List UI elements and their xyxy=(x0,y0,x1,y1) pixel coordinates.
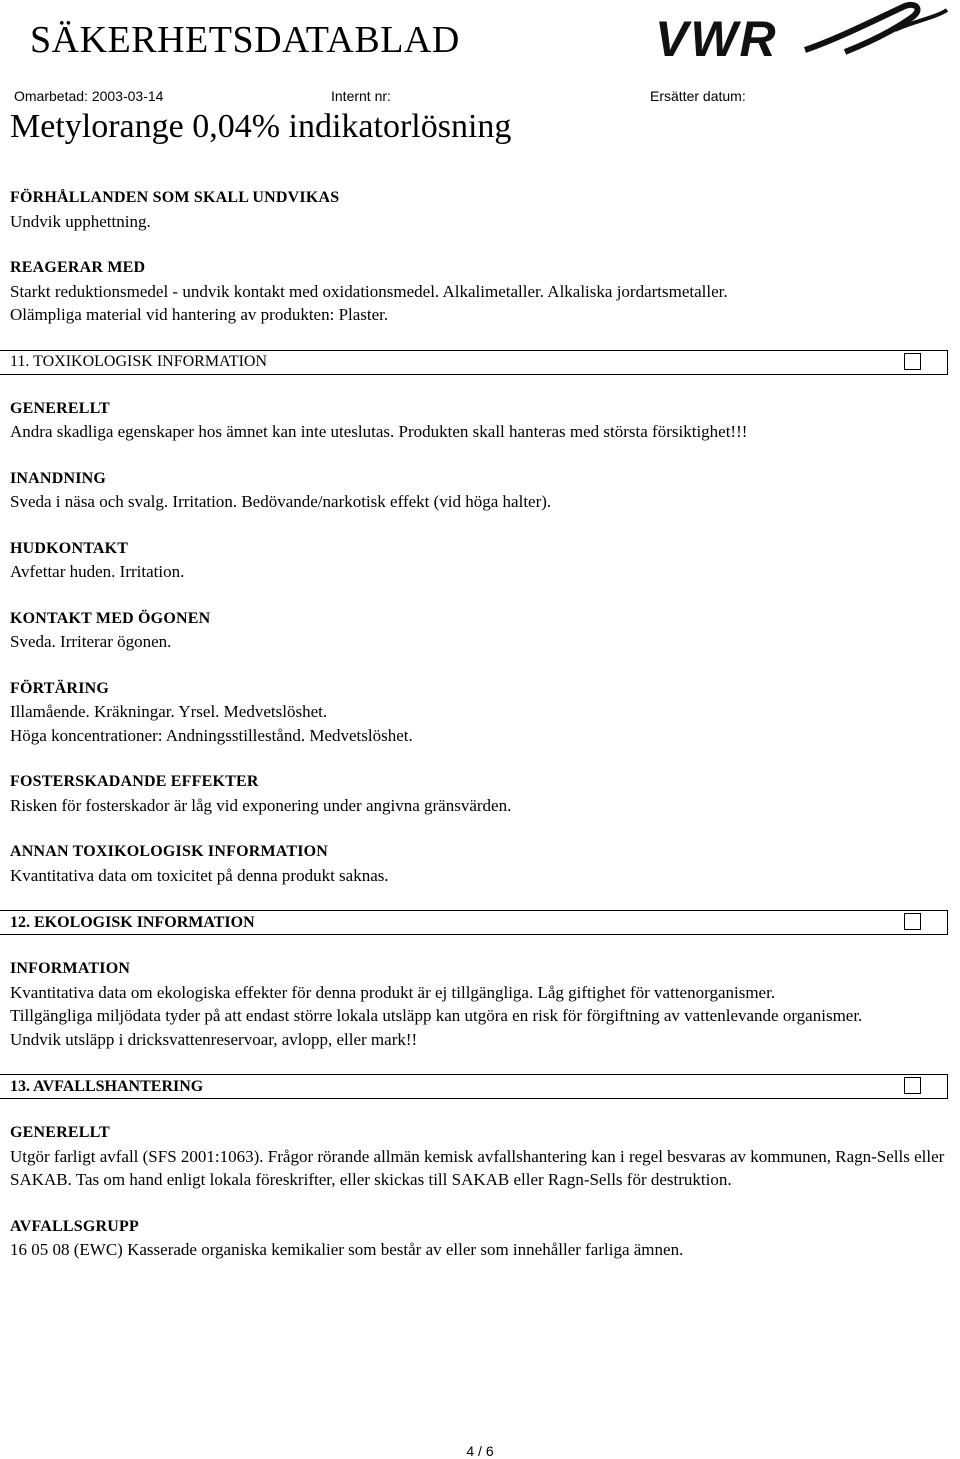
block-heading: INANDNING xyxy=(10,469,107,487)
text-block xyxy=(10,397,955,444)
replaces-date: Ersätter datum: xyxy=(650,88,746,104)
text-block xyxy=(10,607,955,654)
block-line: Kvantitativa data om toxicitet på denna produkt saknas. xyxy=(10,865,389,885)
text-block xyxy=(10,256,955,327)
text-block xyxy=(10,467,955,514)
text-block xyxy=(10,957,955,1051)
document-title: SÄKERHETSDATABLAD xyxy=(30,19,460,61)
block-line: Starkt reduktionsmedel - undvik kontakt med oxidationsmedel. Alkalimetaller. Alkaliska jordartsmetaller. xyxy=(10,281,728,301)
svg-text:VWR: VWR xyxy=(655,11,778,67)
block-heading: FOSTERSKADANDE EFFEKTER xyxy=(10,773,259,790)
block-line: Kvantitativa data om ekologiska effekter för denna produkt är ej tillgängliga. Låg giftighet för vattenorganismer. xyxy=(10,982,776,1002)
block-line: Undvik utsläpp i dricksvattenreservoar, avlopp, eller mark!! xyxy=(10,1029,418,1049)
text-block xyxy=(10,1215,955,1262)
revised-date: Omarbetad: 2003-03-14 xyxy=(14,88,164,104)
page-number: 4 / 6 xyxy=(466,1443,494,1459)
section-title: 12. EKOLOGISK INFORMATION xyxy=(10,913,255,931)
block-line: Tillgängliga miljödata tyder på att endast större lokala utsläpp kan utgöra en risk för förgiftning av vattenlevande organismer. xyxy=(10,1006,863,1025)
block-line: Utgör farligt avfall (SFS 2001:1063). Frågor rörande allmän kemisk avfallshantering kan i regel besvaras av kommunen, Ragn-Sells eller SAKAB. Tas om hand enligt lokala föreskrifter, eller skickas till SAKAB eller Ragn-Sells för destruktion. xyxy=(10,1146,945,1189)
block-heading: GENERELLT xyxy=(10,399,110,417)
vwr-logo xyxy=(655,0,955,70)
text-block xyxy=(10,770,955,817)
block-heading: FÖRTÄRING xyxy=(10,679,110,697)
block-heading: KONTAKT MED ÖGONEN xyxy=(10,609,211,627)
document-body xyxy=(10,186,955,1285)
text-block xyxy=(10,840,955,887)
block-line: Risken för fosterskador är låg vid exponering under angivna gränsvärden. xyxy=(10,795,512,815)
block-heading: ANNAN TOXIKOLOGISK INFORMATION xyxy=(10,843,329,860)
text-block xyxy=(10,1121,955,1192)
section-header xyxy=(0,910,948,935)
block-line: Undvik upphettning. xyxy=(10,211,151,231)
block-line: Sveda. Irriterar ögonen. xyxy=(10,632,172,651)
checkbox-icon xyxy=(904,1077,921,1094)
checkbox-icon xyxy=(904,913,921,930)
block-heading: GENERELLT xyxy=(10,1124,110,1141)
block-line: Olämpliga material vid hantering av produkten: Plaster. xyxy=(10,305,389,324)
section-header xyxy=(0,1074,948,1099)
text-block xyxy=(10,677,955,748)
block-heading: FÖRHÅLLANDEN SOM SKALL UNDVIKAS xyxy=(10,189,340,206)
section-header xyxy=(0,350,948,375)
block-heading: INFORMATION xyxy=(10,960,131,977)
text-block xyxy=(10,537,955,584)
section-title: 11. TOXIKOLOGISK INFORMATION xyxy=(10,353,268,371)
checkbox-icon xyxy=(904,353,921,370)
block-heading: AVFALLSGRUPP xyxy=(10,1217,139,1235)
block-line: 16 05 08 (EWC) Kasserade organiska kemikalier som består av eller som innehåller farliga ämnen. xyxy=(10,1240,684,1259)
block-line: Avfettar huden. Irritation. xyxy=(10,562,185,581)
block-heading: HUDKONTAKT xyxy=(10,539,129,557)
block-line: Höga koncentrationer: Andningsstillestånd. Medvetslöshet. xyxy=(10,725,413,745)
section-title: 13. AVFALLSHANTERING xyxy=(10,1077,204,1095)
block-heading: REAGERAR MED xyxy=(10,259,146,276)
block-line: Illamående. Kräkningar. Yrsel. Medvetslöshet. xyxy=(10,702,328,721)
product-name: Metylorange 0,04% indikatorlösning xyxy=(10,108,512,145)
block-line: Andra skadliga egenskaper hos ämnet kan inte uteslutas. Produkten skall hanteras med största försiktighet!!! xyxy=(10,422,748,441)
internal-number: Internt nr: xyxy=(331,88,391,104)
text-block xyxy=(10,186,955,233)
block-line: Sveda i näsa och svalg. Irritation. Bedövande/narkotisk effekt (vid höga halter). xyxy=(10,492,552,511)
